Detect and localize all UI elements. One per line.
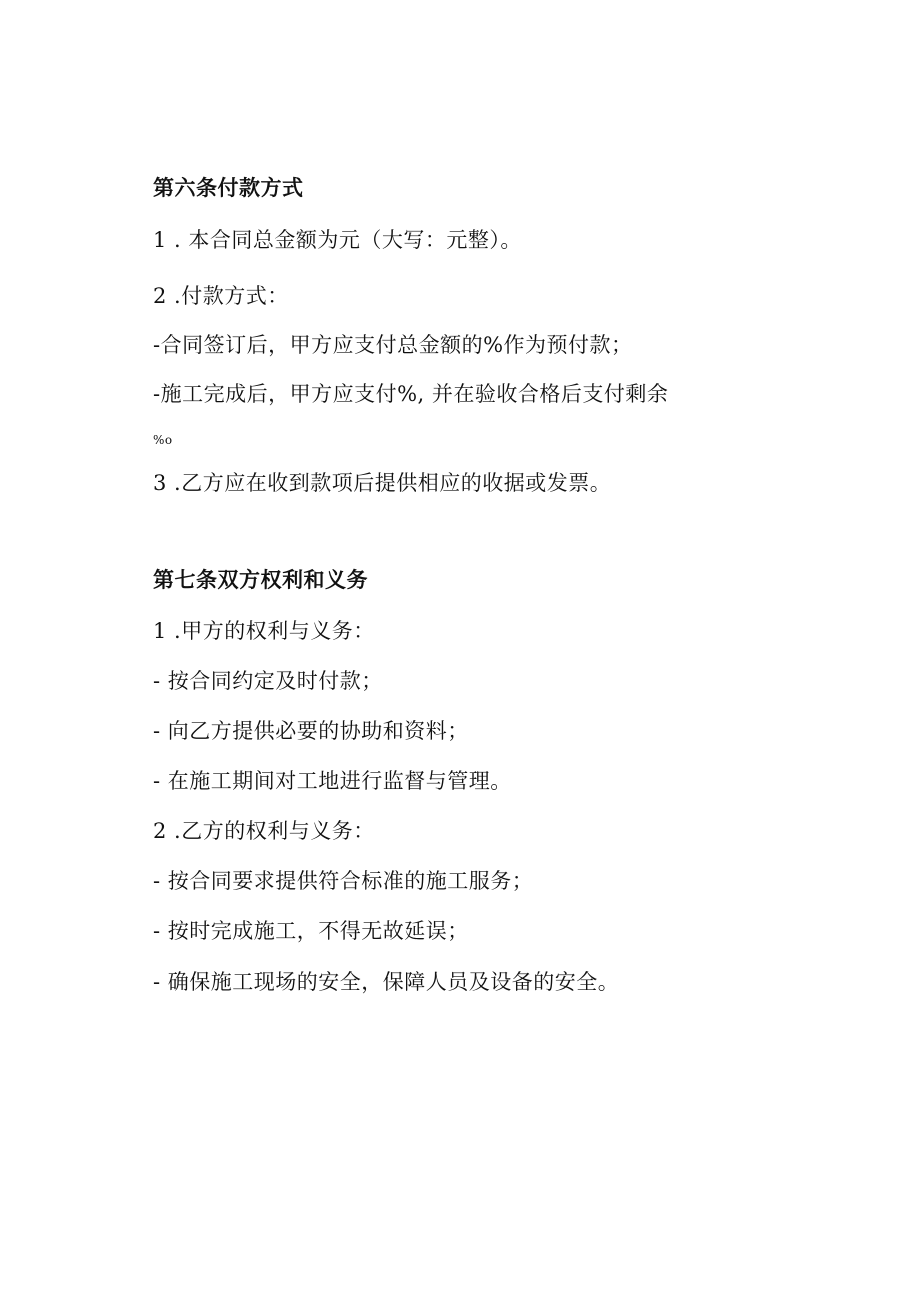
- section-6-bullet-2-continuation: %o: [153, 433, 173, 447]
- section-7-item-2: 2 .乙方的权利与义务：: [153, 819, 375, 843]
- section-7-b-bullet: - 确保施工现场的安全，保障人员及设备的安全。: [153, 970, 620, 994]
- section-6-heading: 第六条付款方式: [153, 176, 304, 200]
- section-6-item-2: 2 .付款方式：: [153, 284, 289, 308]
- section-7-a-bullet: - 在施工期间对工地进行监督与管理。: [153, 769, 512, 793]
- section-6-bullet-1: -合同签订后，甲方应支付总金额的%作为预付款；: [153, 333, 633, 357]
- section-6-item-1: 1 . 本合同总金额为元（大写：元整）。: [153, 228, 522, 252]
- section-6-item-3: 3 .乙方应在收到款项后提供相应的收据或发票。: [153, 471, 612, 495]
- section-7-b-bullet: - 按时完成施工，不得无故延误；: [153, 919, 469, 943]
- section-7-a-bullet: - 按合同约定及时付款；: [153, 669, 383, 693]
- section-7-heading: 第七条双方权利和义务: [153, 568, 368, 592]
- section-6-bullet-2: -施工完成后，甲方应支付%, 并在验收合格后支付剩余: [153, 382, 669, 406]
- section-7-a-bullet: - 向乙方提供必要的协助和资料；: [153, 719, 469, 743]
- section-7-b-bullet: - 按合同要求提供符合标准的施工服务；: [153, 869, 534, 893]
- section-7-item-1: 1 .甲方的权利与义务：: [153, 619, 375, 643]
